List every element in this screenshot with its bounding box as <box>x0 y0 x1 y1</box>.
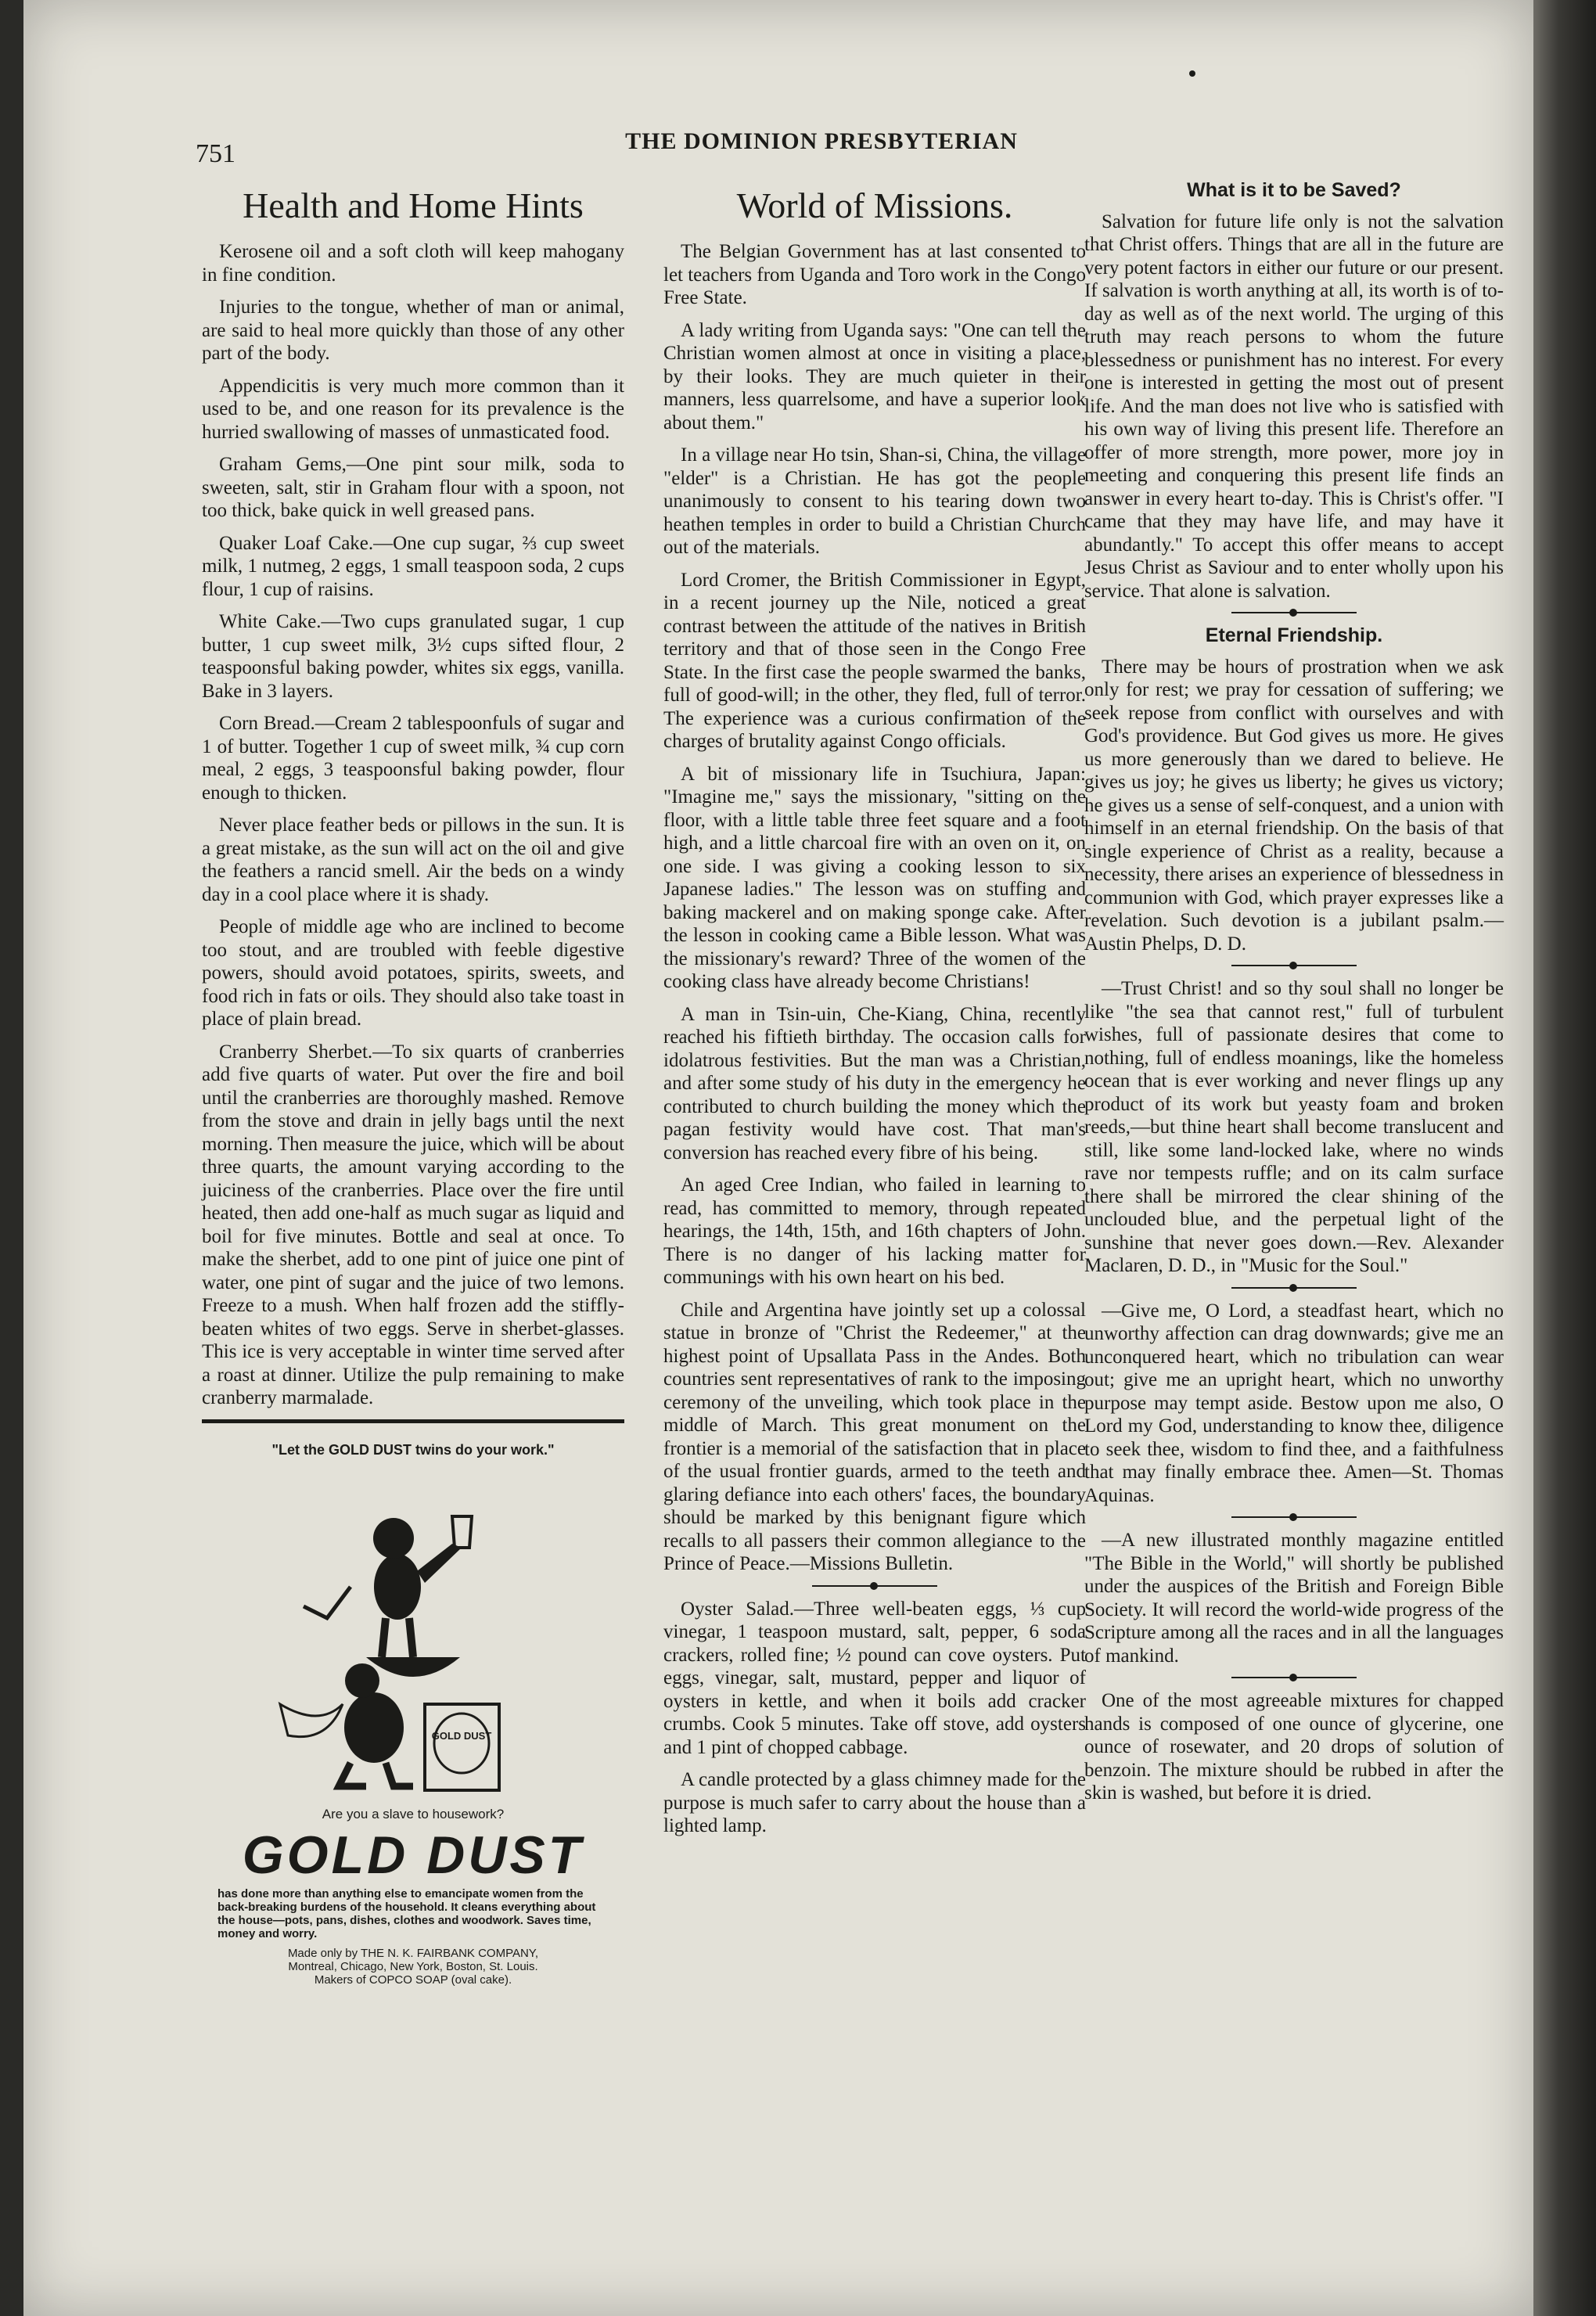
health-paragraph: Never place feather beds or pillows in the sun. It is a great mistake, as the sun will act on the oil and give the feathers a rancid smell. Air the beds on a windy day in a cool place where it is shady. <box>202 815 624 905</box>
saved-title: What is it to be Saved? <box>1187 179 1401 201</box>
ornamental-divider <box>1231 1516 1357 1518</box>
missions-title: World of Missions. <box>736 185 1013 225</box>
saved-text: Salvation for future life only is not the salvation that Christ offers. Things that are all in the future are very potent factors in either our future or our present. If salvation is worth anything at all, its worth is of to-day as well as of the next world. The urging of this truth may reach persons to whom the future blessedness or punishment has no interest. For every one is interested in getting the most out of present life. And the man does not live who is satisfied with his own way of living this present life. Therefore an offer of more strength, more power, more joy in meeting and conquering this present life finds an answer in every heart to-day. This is Christ's offer. "I came that they may have life, and may have it abundantly." To accept this offer means to accept Jesus Christ as Saviour and to enter wholly upon his service. That alone is salvation. <box>1084 210 1504 602</box>
health-paragraph: Kerosene oil and a soft cloth will keep mahogany in fine condition. <box>202 241 624 286</box>
missions-paragraph: In a village near Ho tsin, Shan-si, China, the village "elder" is a Christian. He has got the people unanimously to consent to his tearing down two heathen temples in order to build a Christian Church out of the materials. <box>663 444 1086 558</box>
health-paragraph: People of middle age who are inclined to become too stout, and are troubled with feeble digestive powers, should avoid potatoes, spirits, sweets, and food rich in fats or oils. They should also take toast in place of plain bread. <box>202 916 624 1030</box>
page-header <box>172 124 1471 168</box>
devotional-paragraph: One of the most agreeable mixtures for chapped hands is composed of one ounce of glycerine, one ounce of rosewater, and 20 drops of solution of benzoin. The mixture should be rubbed in after the skin is washed, but before it is dried. <box>1084 1690 1504 1804</box>
missions-paragraph: Lord Cromer, the British Commissioner in Egypt, in a recent journey up the Nile, noticed a great contrast between the attitude of the natives in British territory and that of those seen in the Congo Free State. In the first case the people swarmed the banks, full of good-will; in the other, they fled, full of terror. The experience was a curious confirmation of the charges of brutality against Congo officials. <box>663 569 1086 752</box>
devotional-paragraph: —A new illustrated monthly magazine entitled "The Bible in the World," will shortly be published under the auspices of the British and Foreign Bible Society. It will record the world-wide progress of the Scripture among all the races and in all the languages of mankind. <box>1084 1530 1504 1667</box>
devotional-paragraph: —Give me, O Lord, a steadfast heart, which no unworthy affection can drag downwards; give me an unconquered heart, which no tribulation can wear out; give me an upright heart, which no unworthy purpose may tempt aside. Bestow upon me also, O Lord my God, understanding to know thee, diligence to seek thee, wisdom to find thee, and a faithfulness that may finally embrace thee. Amen—St. Thomas Aquinas. <box>1084 1300 1504 1506</box>
ad-maker-line: Montreal, Chicago, New York, Boston, St. Louis. <box>288 1959 538 1973</box>
page-number: 751 <box>196 139 235 168</box>
health-paragraph: Cranberry Sherbet.—To six quarts of cranberries add five quarts of water. Put over the fire and boil until the cranberries are thoroughly mashed. Remove from the stove and drain in jelly bags until the next morning. Then measure the juice, which will be about three quarts, the amount varying according to the juiciness of the cranberries. Place over the fire until heated, then add one-half as much sugar as liquid and boil for five minutes. Bottle and seal at once. To make the sherbet, add to one pint of juice one pint of water, one pint of sugar and the juice of two lemons. Freeze to a mush. When half frozen add the stiffly-beaten whites of two eggs. Serve in sherbet-glasses. This ice is very acceptable in winter time served after a roast at dinner. Utilize the pulp remaining to make cranberry marmalade. <box>202 1041 624 1408</box>
missions-paragraph: An aged Cree Indian, who failed in learning to read, has committed to memory, through repeated hearings, the 14th, 15th, and 16th chapters of John. There is no danger of his lacking matter for communings with his own heart on his bed. <box>663 1174 1086 1288</box>
ad-tagline: "Let the GOLD DUST twins do your work." <box>271 1441 555 1458</box>
health-paragraph: Appendicitis is very much more common than it used to be, and one reason for its prevalence is the hurried swallowing of masses of unmasticated food. <box>202 375 624 443</box>
ad-brand: GOLD DUST <box>242 1825 584 1885</box>
ornamental-divider <box>1231 965 1357 966</box>
missions-paragraph: Chile and Argentina have jointly set up a colossal statue in bronze of "Christ the Redeemer," at the highest point of Upsallata Pass in the Andes. Both countries sent representatives of rank to the imposing ceremony of the unveiling, which took place in the middle of March. This great monument on the frontier is a memorial of the satisfaction that in place of the usual frontier guards, armed to the teeth and glaring defiance into each others' faces, the boundary should be marked by this benignant figure which recalls to all passers their common allegiance to the Prince of Peace.—Missions Bulletin. <box>663 1299 1086 1574</box>
health-paragraph: Injuries to the tongue, whether of man or animal, are said to heal more quickly than those of any other part of the body. <box>202 297 624 364</box>
ink-speck <box>1189 70 1195 77</box>
missions-paragraph: A man in Tsin-uin, Che-Kiang, China, recently reached his fiftieth birthday. The occasion calls for idolatrous festivities. But the man was a Christian, and after some study of his duty in the emergency he contributed to church building the money which the pagan festivity would have cost. That man's conversion has reached every fibre of his being. <box>663 1003 1086 1163</box>
gold-dust-advert <box>202 1439 624 1987</box>
devotional-paragraph: —Trust Christ! and so thy soul shall no longer be like "the sea that cannot rest," full of turbulent wishes, full of passionate desires that come to nothing, full of endless moanings, like the homeless ocean that is ever working and never flings up any product of its work but yeasty foam and broken reeds,—but thine heart shall become translucent and still, like some land-locked lake, where no winds rave nor tempests ruffle; and on its calm surface there shall be mirrored the clear shining of the unclouded blue, and the perpetual light of the sunshine that never goes down.—Rev. Alexander Maclaren, D. D., in "Music for the Soul." <box>1084 978 1504 1276</box>
health-title: Health and Home Hints <box>243 185 584 225</box>
ad-maker-line: Makers of COPCO SOAP (oval cake). <box>314 1973 512 1987</box>
ornamental-divider <box>1231 1677 1357 1678</box>
ad-question: Are you a slave to housework? <box>322 1807 505 1822</box>
masthead: THE DOMINION PRESBYTERIAN <box>625 128 1018 154</box>
household-paragraph: Oyster Salad.—Three well-beaten eggs, ⅓ cup vinegar, 1 teaspoon mustard, salt, pepper, 6 soda crackers, rolled fine; ½ pound can cove oysters. Put eggs, vinegar, salt, mustard, pepper and liquor of oysters in kettle, and when it boils add cracker crumbs. Cook 5 minutes. Take off stove, add oysters and 1 pint of chopped cabbage. <box>663 1598 1086 1758</box>
missions-paragraph: The Belgian Government has at last consented to let teachers from Uganda and Toro work in the Congo Free State. <box>663 241 1087 308</box>
section-rule <box>202 1419 624 1423</box>
column-devotional <box>1084 176 1504 1814</box>
friendship-text: There may be hours of prostration when we ask only for rest; we pray for cessation of suffering; we seek repose from conflict with ourselves and with God's providence. But God gives us more. He gives us more generously than we dared to believe. He gives us joy; he gives us liberty; he gives us victory; he gives us a sense of self-conquest, and a union with himself in an eternal friendship. On the basis of that single experience of Christ as a reality, because a necessity, there arises an experience of blessedness in communion with God, which prayer expresses like a revelation. Such devotion is a jubilant psalm.—Austin Phelps, D. D. <box>1084 656 1504 955</box>
ornamental-divider <box>812 1585 937 1587</box>
missions-paragraph: A bit of missionary life in Tsuchiura, Japan: "Imagine me," says the missionary, "sitting on the floor, with a little table three feet square and a foot high, and a little charcoal fire with an oven on it, on one side. I was giving a cooking lesson to six Japanese ladies." The lesson was on stuffing and baking mackerel and on making sponge cake. After the lesson in cooking came a Bible lesson. What was the missionary's reward? Three of the women of the cooking class have already become Christians! <box>663 763 1086 992</box>
box-label: GOLD DUST <box>431 1730 492 1742</box>
health-paragraph: White Cake.—Two cups granulated sugar, 1 cup butter, 1 cup sweet milk, 3½ cups sifted flour, 2 teaspoonsful baking powder, whites six eggs, vanilla. Bake in 3 layers. <box>202 611 624 702</box>
health-paragraph: Corn Bread.—Cream 2 tablespoonfuls of sugar and 1 of butter. Together 1 cup of sweet milk, ¾ cup corn meal, 2 eggs, 3 teaspoonsful baking powder, flour enough to thicken. <box>202 713 624 804</box>
book-spine-shadow <box>1533 0 1596 2316</box>
column-missions <box>663 176 1086 1847</box>
gold-dust-twins-illustration <box>257 1469 570 1798</box>
newspaper-page <box>23 0 1533 2316</box>
ornamental-divider <box>1231 612 1357 613</box>
column-health <box>202 176 624 1987</box>
health-paragraph: Quaker Loaf Cake.—One cup sugar, ⅔ cup sweet milk, 1 nutmeg, 2 eggs, 1 small teaspoon soda, 2 cups flour, 1 cup of raisins. <box>202 532 624 600</box>
household-paragraph: A candle protected by a glass chimney made for the purpose is much safer to carry about the house than a lighted lamp. <box>663 1769 1086 1836</box>
missions-paragraph: A lady writing from Uganda says: "One can tell the Christian women almost at once in visiting a place, by their looks. They are much quieter in their manners, less quarrelsome, and have a superior look about them." <box>663 319 1086 433</box>
health-paragraph: Graham Gems,—One pint sour milk, soda to sweeten, salt, stir in Graham flour with a spoon, not too thick, bake quick in well greased pans. <box>202 454 624 521</box>
ad-maker-line: Made only by THE N. K. FAIRBANK COMPANY, <box>287 1946 539 1960</box>
ornamental-divider <box>1231 1287 1357 1289</box>
ad-body: has done more than anything else to emancipate women from the back-breaking burdens of the household. It cleans everything about the house—pots, pans, dishes, clothes and woodwork. Saves time, money and worry. <box>217 1886 596 1940</box>
friendship-title: Eternal Friendship. <box>1205 624 1383 646</box>
